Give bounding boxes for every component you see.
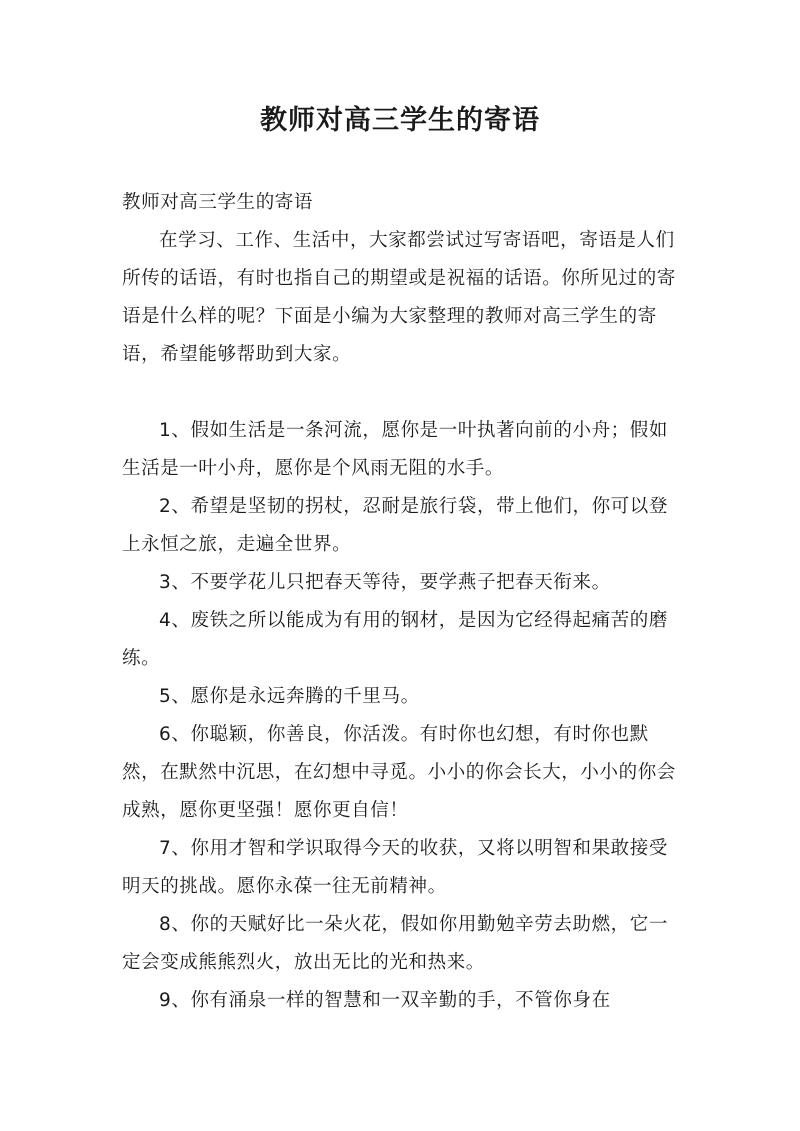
document-body bbox=[122, 184, 682, 1020]
list-item: 8、你的天赋好比一朵火花，假如你用勤勉辛劳去助燃，它一定会变成熊熊烈火，放出无比的光和热来。 bbox=[122, 914, 668, 973]
list-item: 1、假如生活是一条河流，愿你是一叶执著向前的小舟；假如生活是一叶小舟，愿你是个风雨无阻的水手。 bbox=[122, 420, 668, 479]
intro-paragraph: 在学习、工作、生活中，大家都尝试过写寄语吧，寄语是人们所传的话语，有时也指自己的期望或是祝福的话语。你所见过的寄语是什么样的呢？下面是小编为大家整理的教师对高三学生的寄语，希望能够帮助到大家。 bbox=[122, 230, 676, 365]
paragraph-spacer bbox=[122, 374, 682, 412]
document-subtitle: 教师对高三学生的寄语 bbox=[122, 192, 314, 213]
list-item: 7、你用才智和学识取得今天的收获，又将以明智和果敢接受明天的挑战。愿你永葆一往无前精神。 bbox=[122, 838, 668, 897]
list-item: 2、希望是坚韧的拐杖，忍耐是旅行袋，带上他们，你可以登上永恒之旅，走遍全世界。 bbox=[122, 496, 668, 555]
list-item: 4、废铁之所以能成为有用的钢材，是因为它经得起痛苦的磨练。 bbox=[122, 610, 668, 669]
document-title: 教师对高三学生的寄语 bbox=[260, 105, 540, 136]
list-item: 3、不要学花儿只把春天等待，要学燕子把春天衔来。 bbox=[159, 572, 611, 593]
list-item: 9、你有涌泉一样的智慧和一双辛勤的手，不管你身在 bbox=[159, 990, 611, 1011]
list-item: 6、你聪颖，你善良，你活泼。有时你也幻想，有时你也默然，在默然中沉思，在幻想中寻觅。小小的你会长大，小小的你会成熟，愿你更坚强！愿你更自信！ bbox=[122, 724, 676, 821]
list-item: 5、愿你是永远奔腾的千里马。 bbox=[159, 686, 420, 707]
